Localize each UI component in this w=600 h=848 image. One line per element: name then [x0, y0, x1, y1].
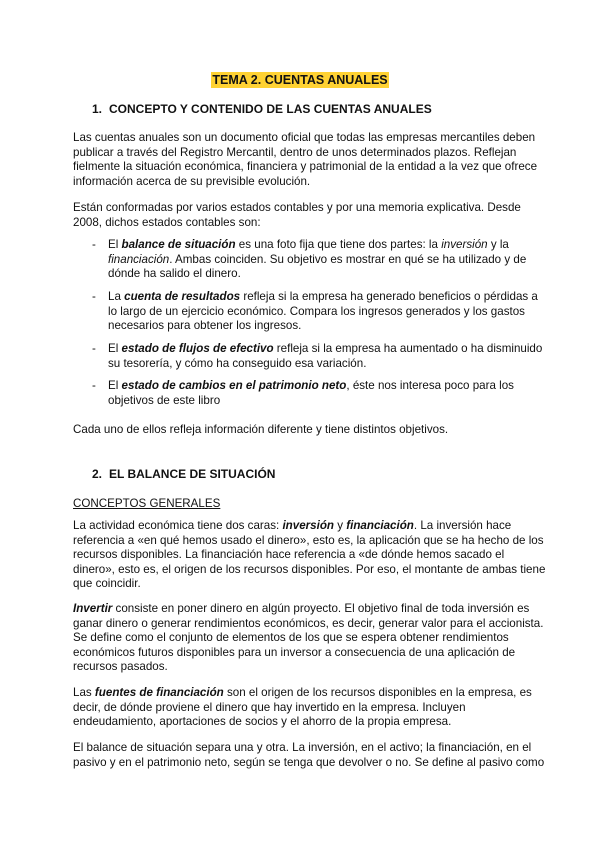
document-page: TEMA 2. CUENTAS ANUALES 1. CONCEPTO Y CONTENIDO DE LAS CUENTAS ANUALES Las cuentas anuales son un documento oficial que todas las empresas mercantiles deben publicar a través del Registro Mercantil, dentro de unos determinados plazos. Reflejan fielmente la situación económica, financiera y patrimonial de la entidad a la vez que ofrece información acerca de su previsible evolución. Están conformadas por varios estados contables y por una memoria explicativa. Desde 2008, dichos estados contables son: - El balance de situación es una foto fija que tiene dos partes: la inversión y la financiación. Ambas coinciden. Su objetivo es mostrar en qué se ha utilizado y de dónde ha salido el dinero. - La cuenta de resultados refleja si la empresa ha generado beneficios o pérdidas a lo largo de un ejercicio económico. Compara los ingresos generados y los gastos necesarios para obtener los ingresos. - El estado de flujos de efectivo refleja si la empresa ha aumentado o ha disminuido su tesorería, y cómo ha conseguido esa variación. - El estado de cambios en el patrimonio neto, éste nos interesa poco para los objetivos de este libro Cada uno de ellos refleja información diferente y tiene distintos objetivos. 2. EL BALANCE DE SITUACIÓN CONCEPTOS GENERALES La actividad económica tiene dos caras: inversión y financiación. La inversión hace referencia a «en qué hemos usado el dinero», esto es, la aplicación que se ha hecho de los recursos disponibles. La financiación hace referencia a «de dónde hemos sacado el dinero», esto es, el origen de los recursos disponibles. Por eso, el montante de ambas tiene que coincidir. Invertir consiste en poner dinero en algún proyecto. El objetivo final de toda inversión es ganar dinero o generar rendimientos económicos, es decir, generar valor para el accionista. Se define como el conjunto de elementos de los que se espera obtener rendimientos económicos futuros disponibles para un inversor a consecuencia de una aplicación de recursos pasados. Las fuentes de financiación son el origen de los recursos disponibles en la empresa, es decir, de dónde proviene el dinero que hay invertido en la empresa. Incluyen endeudamiento, aportaciones de socios y el ahorro de la propia empresa. El balance de situación separa una y otra. La inversión, en el activo; la financiación, en el pasivo y en el patrimonio neto, según se tenga que devolver o no. Se define al pasivo como [0, 0, 600, 848]
section-2-subheading: CONCEPTOS GENERALES [73, 497, 221, 510]
document-title: TEMA 2. CUENTAS ANUALES [212, 73, 388, 87]
section-1-paragraph-3: Cada uno de ellos refleja información diferente y tiene distintos objetivos. [73, 423, 449, 436]
section-2-paragraph-3: Las fuentes de financiación son el origen de los recursos disponibles en la empresa, es decir, de dónde proviene el dinero que hay invertido en la empresa. Incluyen endeudamiento, aportaciones de socios y el ahorro de la propia empresa. [73, 686, 532, 729]
section-1-paragraph-1: Las cuentas anuales son un documento oficial que todas las empresas mercantiles deben publicar a través del Registro Mercantil, dentro de unos determinados plazos. Reflejan fielmente la situación económica, financiera y patrimonial de la entidad a la vez que ofrece información acerca de su previsible evolución. [73, 131, 538, 188]
section-2-paragraph-4: El balance de situación separa una y otra. La inversión, en el activo; la financiación, en el pasivo y en el patrimonio neto, según se tenga que devolver o no. Se define al pasivo como [73, 741, 545, 769]
section-2-heading: 2. EL BALANCE DE SITUACIÓN [92, 467, 276, 481]
section-2-paragraph-2: Invertir consiste en poner dinero en algún proyecto. El objetivo final de toda inversión es ganar dinero o generar rendimientos económicos, es decir, generar valor para el accionista. Se define como el conjunto de elementos de los que se espera obtener rendimientos económicos futuros disponibles para un inversor a consecuencia de una aplicación de recursos pasados. [73, 602, 544, 674]
section-2-paragraph-1: La actividad económica tiene dos caras: inversión y financiación. La inversión hace referencia a «en qué hemos usado el dinero», esto es, la aplicación que se ha hecho de los recursos disponibles. La financiación hace referencia a «de dónde hemos sacado el dinero», esto es, el origen de los recursos disponibles. Por eso, el montante de ambas tiene que coincidir. [73, 519, 546, 591]
section-1-paragraph-2: Están conformadas por varios estados contables y por una memoria explicativa. Desde 2008, dichos estados contables son: [73, 201, 521, 229]
section-1-heading: 1. CONCEPTO Y CONTENIDO DE LAS CUENTAS ANUALES [92, 102, 432, 116]
